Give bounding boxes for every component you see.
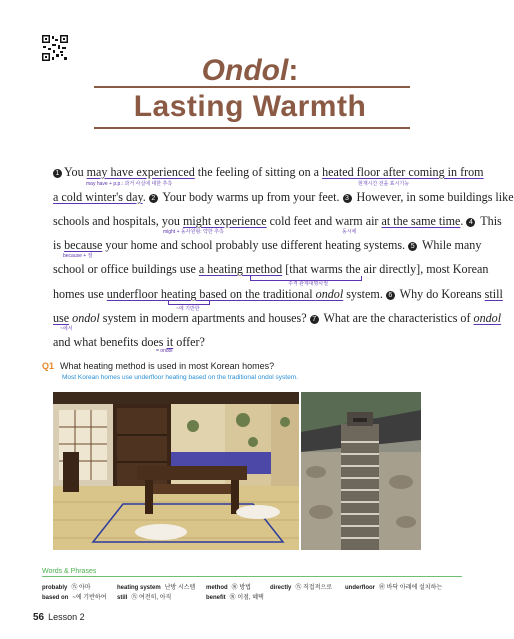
- text: underfloor heating based on the traditional: [106, 287, 316, 301]
- vocab-meaning: ㊈ 여전히, 아직: [131, 595, 172, 601]
- vocab-item: [42, 582, 91, 591]
- body-line-3: [53, 214, 502, 229]
- underlined-phrase: a cold winter's day: [53, 190, 143, 204]
- text: schools and hospitals, you: [53, 214, 184, 228]
- body-line-2: [53, 190, 514, 205]
- body-line-6: [53, 287, 503, 302]
- text: Why do Koreans: [396, 287, 485, 301]
- text: system in modern apartments and houses?: [99, 311, 310, 325]
- vocab-word: underfloor: [345, 585, 375, 591]
- vocab-item: [270, 582, 332, 591]
- words-phrases-rule: [42, 576, 462, 577]
- underlined-phrase: still: [484, 287, 503, 301]
- question-1: [42, 361, 274, 371]
- question-text: What heating method is used in most Korean homes?: [60, 361, 275, 371]
- vocab-word: heating system: [117, 585, 161, 591]
- photo-stone-chimney: [301, 392, 421, 550]
- title-rule-bottom: [94, 127, 410, 129]
- underlined-phrase: heated floor after coming in from: [322, 165, 484, 179]
- text: .: [142, 190, 149, 204]
- text: school or office buildings use: [53, 262, 199, 276]
- body-line-4: [53, 238, 481, 253]
- text: You: [64, 165, 87, 179]
- text: is: [53, 238, 65, 252]
- vocab-item: [206, 582, 251, 591]
- vocab-meaning: ㊈ 직접적으로: [295, 585, 332, 591]
- text: This: [477, 214, 502, 228]
- underlined-phrase: might experience: [183, 214, 267, 228]
- body-line-5: [53, 262, 488, 277]
- vocab-word: benefit: [206, 595, 226, 601]
- grammar-note: because + 절: [63, 253, 93, 259]
- italic-term: ondol: [315, 287, 344, 301]
- sentence-number: 1: [53, 169, 62, 178]
- vocab-meaning: ~에 기반하여: [72, 595, 107, 601]
- text: and what benefits does: [53, 335, 167, 349]
- text: Your body warms up from your feet.: [159, 190, 343, 204]
- vocab-item: [206, 592, 264, 601]
- question-label: Q1: [42, 361, 55, 371]
- vocab-item: [117, 582, 195, 591]
- text: While many: [419, 238, 482, 252]
- vocab-meaning: 난방 시스템: [164, 585, 196, 591]
- lesson-label: Lesson 2: [48, 612, 85, 622]
- italic-term: ondol: [72, 311, 100, 325]
- text: [that warms the air directly], most Korean: [282, 262, 489, 276]
- vocab-word: still: [117, 595, 128, 601]
- grammar-note: ~에 기반한: [176, 306, 200, 312]
- vocab-item: [117, 592, 171, 601]
- vocab-item: [42, 592, 107, 601]
- text: the feeling of sitting on a: [194, 165, 323, 179]
- text: However, in some buildings like: [353, 190, 514, 204]
- grammar-note: 동시에: [342, 229, 357, 235]
- title-colon: :: [288, 54, 299, 87]
- title-line-1: [0, 54, 500, 88]
- photo-traditional-room: [53, 392, 299, 550]
- sentence-number: 6: [386, 291, 395, 300]
- underlined-phrase: ondol: [473, 311, 502, 325]
- body-line-1: [53, 165, 484, 180]
- question-answer: Most Korean homes use underfloor heating based on the traditional ondol system.: [62, 374, 298, 381]
- vocab-meaning: ㊔ 이점, 혜택: [229, 595, 264, 601]
- sentence-number: 2: [149, 194, 158, 203]
- vocab-meaning: ㊓ 바닥 아래에 설치하는: [379, 585, 443, 591]
- body-line-7: [53, 311, 501, 326]
- words-phrases-label: Words & Phrases: [42, 568, 97, 575]
- title-word: Ondol: [201, 54, 289, 87]
- page-footer: [33, 612, 85, 623]
- vocab-item: [345, 582, 442, 591]
- underlined-phrase: at the same time: [381, 214, 461, 228]
- vocab-word: probably: [42, 585, 68, 591]
- sentence-number: 3: [343, 194, 352, 203]
- text: What are the characteristics of: [320, 311, 474, 325]
- grammar-note: = ondol: [156, 348, 173, 354]
- body-line-8: [53, 335, 205, 350]
- grammar-note: ~에서: [60, 326, 73, 332]
- text: offer?: [173, 335, 205, 349]
- text: .: [460, 214, 467, 228]
- vocab-meaning: ㊔ 방법: [231, 585, 251, 591]
- vocab-meaning: ㊈ 아마: [71, 585, 91, 591]
- page-number: 56: [33, 612, 45, 623]
- underlined-phrase: a heating method: [198, 262, 283, 276]
- text: your home and school probably use different heating systems.: [102, 238, 409, 252]
- underlined-phrase: use: [53, 311, 70, 325]
- sentence-number: 7: [310, 315, 319, 324]
- title-line-2: Lasting Warmth: [133, 90, 367, 123]
- grammar-note: 주격 관계대명사절: [288, 281, 329, 287]
- underlined-phrase: because: [64, 238, 103, 252]
- sentence-number: 4: [466, 218, 475, 227]
- underlined-phrase: it: [166, 335, 174, 349]
- underlined-phrase: may have experienced: [86, 165, 195, 179]
- underlined-phrase: [107, 287, 343, 301]
- text: cold feet and warm air: [266, 214, 382, 228]
- vocab-word: based on: [42, 595, 69, 601]
- text: homes use: [53, 287, 107, 301]
- sentence-number: 5: [408, 242, 417, 251]
- grammar-note: 현재시간 전을 표시기능: [358, 181, 410, 187]
- vocab-word: directly: [270, 585, 292, 591]
- grammar-note: may have + p.p.: 과거 사실에 대한 추측: [86, 181, 173, 187]
- vocab-word: method: [206, 585, 228, 591]
- grammar-note: might + 동사원형: 약한 추측: [163, 229, 224, 235]
- text: system.: [343, 287, 386, 301]
